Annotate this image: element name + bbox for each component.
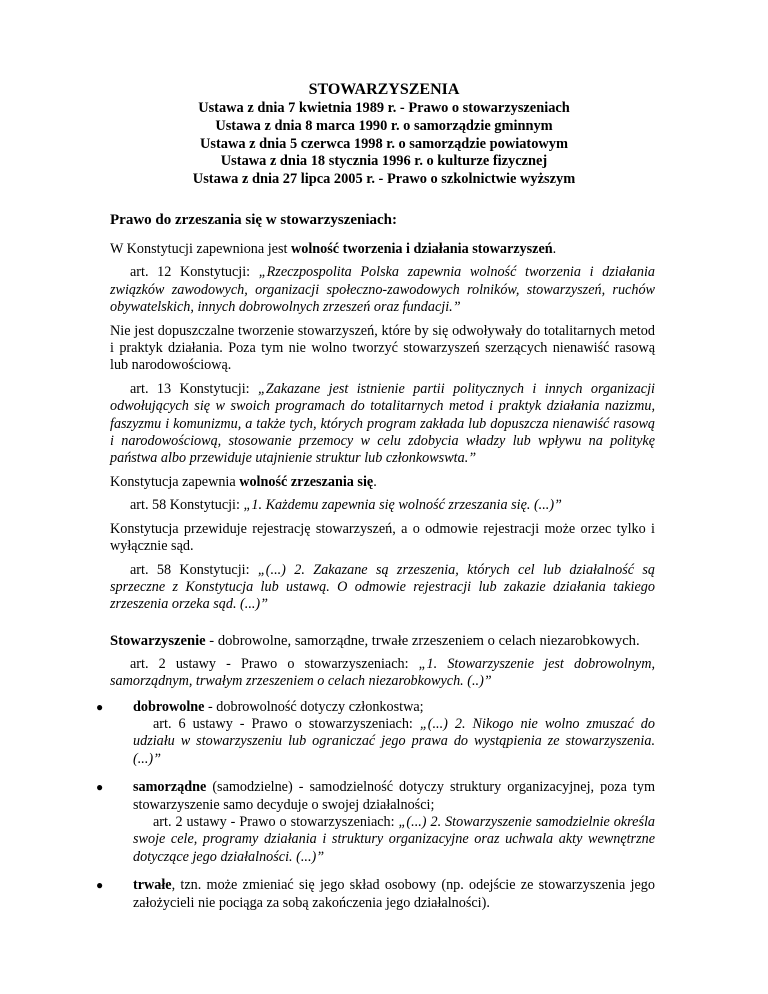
bold-text: samorządne: [133, 779, 207, 796]
document-title: STOWARZYSZENIA: [308, 81, 460, 98]
text: Konstytucja zapewnia: [110, 473, 240, 490]
paragraph-registration: Konstytucja przewiduje rejestrację stowarzyszeń, a o odmowie rejestracji może orzec tylko i wyłącznie sąd.: [110, 520, 655, 555]
quote-art-2-1: [110, 656, 655, 691]
list-item-quote: [133, 716, 655, 768]
quote-art-12: [110, 264, 655, 316]
article-quote: „(...) 2. Stowarzyszenie samodzielnie określa swoje cele, programy działania i struktury organizacyjne oraz uchwala akty wewnętrzne dotyczące jego działalności. (...)”: [133, 813, 655, 865]
law-reference-1: Ustawa z dnia 7 kwietnia 1989 r. - Prawo o stowarzyszeniach: [198, 100, 570, 116]
article-quote: „Rzeczpospolita Polska zapewnia wolność tworzenia i działania związków zawodowych, organizacji społeczno-zawodowych rolników, stowarzyszeń, ruchów obywatelskich, innych dobrowolnych zrzeszeń oraz fundacji.”: [110, 264, 655, 316]
text: (samodzielne) - samodzielność dotyczy struktury organizacyjnej, poza tym stowarzyszenie samo decyduje o swojej działalności;: [133, 779, 655, 813]
article-quote: „Zakazane jest istnienie partii politycznych i innych organizacji odwołujących się w swoich programach do totalitarnych metod i praktyk działania nazizmu, faszyzmu i komunizmu, a także tych, których program zakłada lub dopuszcza nienawiść rasową i narodowościową, stosowanie przemocy w celu zdobycia władzy lub wpływu na politykę państwa albo przewiduje utajnienie struktur lub członkowswta.”: [110, 380, 655, 467]
list-item-samorzadne: [96, 779, 655, 866]
article-ref: art. 2 ustawy - Prawo o stowarzyszeniach:: [130, 655, 419, 672]
law-reference-3: Ustawa z dnia 5 czerwca 1998 r. o samorządzie powiatowym: [200, 135, 568, 152]
quote-art-58-2: [110, 562, 655, 614]
bold-text: dobrowolne: [133, 698, 205, 715]
defined-term: Stowarzyszenie: [110, 632, 206, 649]
definition-stowarzyszenie: [110, 632, 655, 650]
text: - dobrowolność dotyczy członkostwa;: [204, 698, 424, 715]
list-item-text: [133, 779, 655, 814]
paragraph-freedom-assembly: [110, 474, 655, 491]
bullet-icon: ●: [96, 878, 104, 893]
article-ref: art. 58 Konstytucji:: [130, 497, 244, 514]
paragraph-totalitarian: Nie jest dopuszczalne tworzenie stowarzyszeń, które by się odwoływały do totalitarnych metod i praktyk działania. Poza tym nie wolno tworzyć stowarzyszeń szerzących nienawiść rasową lub narodowościową.: [110, 322, 655, 374]
article-quote: „1. Każdemu zapewnia się wolność zrzeszania się. (...)”: [243, 497, 562, 514]
article-quote: „(...) 2. Nikogo nie wolno zmuszać do udziału w stowarzyszeniu lub ograniczać jego prawa do wystąpienia ze stowarzyszenia. (...)”: [133, 715, 655, 767]
article-ref: art. 13 Konstytucji:: [130, 380, 258, 397]
document-header: [0, 80, 768, 189]
text: W Konstytucji zapewniona jest: [110, 241, 291, 257]
article-quote: „(...) 2. Zakazane są zrzeszenia, których cel lub działalność są sprzeczne z Konstytucja lub ustawą. O odmowie rejestracji lub zakazie działania takiego zrzeszenia orzeka sąd. (...)”: [110, 561, 655, 613]
quote-art-13: [110, 381, 655, 468]
section-heading: Prawo do zrzeszania się w stowarzyszeniach:: [110, 212, 398, 228]
article-ref: art. 2 ustawy - Prawo o stowarzyszeniach:: [153, 813, 399, 830]
bold-text: wolność zrzeszania się: [239, 473, 374, 490]
bold-text: wolność tworzenia i działania stowarzyszeń: [290, 241, 553, 257]
bold-text: trwałe: [133, 877, 172, 894]
bullet-icon: ●: [96, 780, 104, 795]
list-item-text: [133, 699, 655, 716]
law-reference-5: Ustawa z dnia 27 lipca 2005 r. - Prawo o szkolnictwie wyższym: [192, 171, 576, 188]
document-body: [96, 211, 655, 923]
feature-list: [96, 698, 655, 912]
list-item-text: [133, 877, 655, 912]
bullet-icon: ●: [96, 699, 104, 714]
law-reference-4: Ustawa z dnia 18 stycznia 1996 r. o kulturze fizycznej: [220, 153, 548, 170]
list-item-quote: [133, 814, 655, 866]
text: .: [552, 241, 557, 257]
spacer: [110, 620, 655, 632]
paragraph-freedom-association: [110, 241, 655, 258]
article-ref: art. 58 Konstytucji:: [130, 561, 258, 578]
quote-art-58-1: [110, 497, 655, 514]
article-ref: art. 6 ustawy - Prawo o stowarzyszeniach:: [153, 715, 420, 732]
text: .: [373, 473, 377, 490]
list-item-trwale: [96, 877, 655, 912]
list-item-dobrowolne: [96, 698, 655, 769]
text: , tzn. może zmieniać się jego skład osobowy (np. odejście ze stowarzyszenia jego założycieli nie pociąga za sobą zakończenia jego działalności).: [133, 877, 655, 911]
definition-text: - dobrowolne, samorządne, trwałe zrzeszeniem o celach niezarobkowych.: [205, 632, 640, 649]
article-ref: art. 12 Konstytucji:: [130, 264, 259, 281]
article-quote: „1. Stowarzyszenie jest dobrowolnym, samorządnym, trwałym zrzeszeniem o celach niezarobkowych. (..)”: [110, 655, 655, 690]
law-reference-2: Ustawa z dnia 8 marca 1990 r. o samorządzie gminnym: [215, 117, 553, 134]
